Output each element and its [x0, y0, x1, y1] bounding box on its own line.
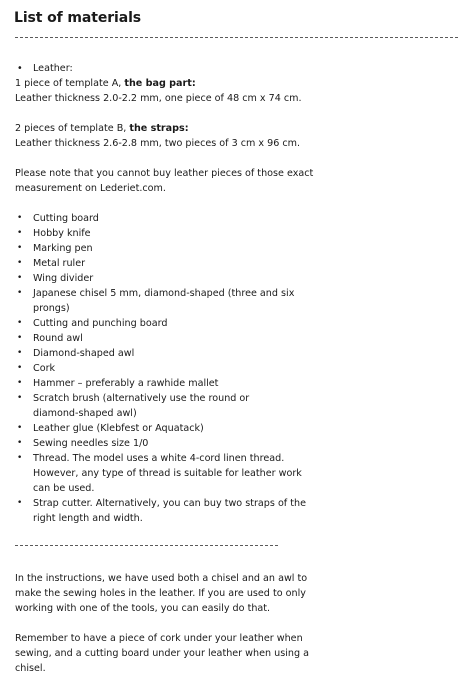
bullet-icon: •: [17, 63, 23, 74]
tool-list-item: [15, 271, 345, 286]
reminder-line: Remember to have a piece of cork under your leather when: [15, 633, 303, 644]
bullet-icon: •: [17, 318, 23, 328]
bullet-icon: •: [17, 498, 23, 508]
tool-text-line: Scratch brush (alternatively use the round or: [33, 393, 250, 404]
leather-note: [15, 166, 445, 196]
tool-text-line: Round awl: [33, 333, 83, 344]
template-a-detail: Leather thickness 2.0-2.2 mm, one piece of 48 cm x 74 cm.: [15, 93, 302, 104]
bullet-icon: •: [17, 453, 23, 463]
tool-list-item: [15, 211, 345, 226]
tool-list-item: [15, 496, 345, 526]
tool-text-line: can be used.: [33, 483, 95, 494]
tool-text-line: Wing divider: [33, 273, 94, 284]
instructions-line: make the sewing holes in the leather. If you are used to only: [15, 588, 306, 599]
template-b-detail: Leather thickness 2.6-2.8 mm, two pieces of 3 cm x 96 cm.: [15, 138, 301, 149]
instructions-line: In the instructions, we have used both a chisel and an awl to: [15, 573, 308, 584]
bullet-icon: •: [17, 228, 23, 238]
leather-bullet: [15, 61, 73, 76]
template-b-bold: the straps:: [129, 123, 189, 134]
tool-text-line: Hobby knife: [33, 228, 91, 239]
tool-list-item: [15, 451, 345, 496]
bullet-icon: •: [17, 213, 23, 223]
bullet-icon: •: [17, 378, 23, 388]
tool-list-item: [15, 226, 345, 241]
bullet-icon: •: [17, 348, 23, 358]
tool-list-item: [15, 421, 345, 436]
tool-text-line: diamond-shaped awl): [33, 408, 137, 419]
tool-text-line: Strap cutter. Alternatively, you can buy two straps of the: [33, 498, 306, 509]
tool-text-line: However, any type of thread is suitable for leather work: [33, 468, 302, 479]
tool-list-item: [15, 256, 345, 271]
instructions-paragraph: [15, 571, 445, 616]
tool-text-line: Leather glue (Klebfest or Aquatack): [33, 423, 204, 434]
bullet-icon: •: [17, 288, 23, 298]
tool-list-item: [15, 376, 345, 391]
tool-text-line: Japanese chisel 5 mm, diamond-shaped (three and six: [33, 288, 295, 299]
template-a-bold: the bag part:: [124, 78, 196, 89]
reminder-line: chisel.: [15, 663, 46, 674]
tool-text-line: prongs): [33, 303, 70, 314]
bullet-icon: •: [17, 423, 23, 433]
middle-divider: [15, 545, 278, 546]
tool-text-line: Diamond-shaped awl: [33, 348, 135, 359]
tool-list-item: [15, 346, 345, 361]
tool-list-item: [15, 361, 345, 376]
page-title: List of materials: [14, 10, 142, 26]
tool-list-item: [15, 316, 345, 331]
tool-text-line: right length and width.: [33, 513, 143, 524]
tool-text-line: Cork: [33, 363, 56, 374]
template-a-prefix: 1 piece of template A,: [15, 78, 125, 89]
instructions-line: working with one of the tools, you can easily do that.: [15, 603, 271, 614]
tool-list-item: [15, 331, 345, 346]
tool-text-line: Cutting board: [33, 213, 99, 224]
template-b-prefix: 2 pieces of template B,: [15, 123, 130, 134]
tools-list: [15, 211, 345, 526]
tool-text-line: Metal ruler: [33, 258, 86, 269]
tool-text-line: Thread. The model uses a white 4-cord linen thread.: [33, 453, 285, 464]
tool-text-line: Sewing needles size 1/0: [33, 438, 149, 449]
bullet-icon: •: [17, 333, 23, 343]
bullet-icon: •: [17, 273, 23, 283]
note-line-2: measurement on Lederiet.com.: [15, 183, 166, 194]
leather-label: Leather:: [33, 63, 73, 74]
tool-text-line: Cutting and punching board: [33, 318, 168, 329]
tool-list-item: [15, 391, 345, 421]
tool-list-item: [15, 286, 345, 316]
bullet-icon: •: [17, 393, 23, 403]
reminder-line: sewing, and a cutting board under your leather when using a: [15, 648, 309, 659]
top-divider: [15, 37, 458, 38]
tool-text-line: Hammer – preferably a rawhide mallet: [33, 378, 219, 389]
note-line-1: Please note that you cannot buy leather pieces of those exact: [15, 168, 314, 179]
bullet-icon: •: [17, 438, 23, 448]
bullet-icon: •: [17, 363, 23, 373]
template-a-block: [15, 76, 445, 106]
reminder-paragraph: [15, 631, 445, 676]
tool-list-item: [15, 436, 345, 451]
tool-list-item: [15, 241, 345, 256]
bullet-icon: •: [17, 258, 23, 268]
bullet-icon: •: [17, 243, 23, 253]
tool-text-line: Marking pen: [33, 243, 93, 254]
template-b-block: [15, 121, 445, 151]
